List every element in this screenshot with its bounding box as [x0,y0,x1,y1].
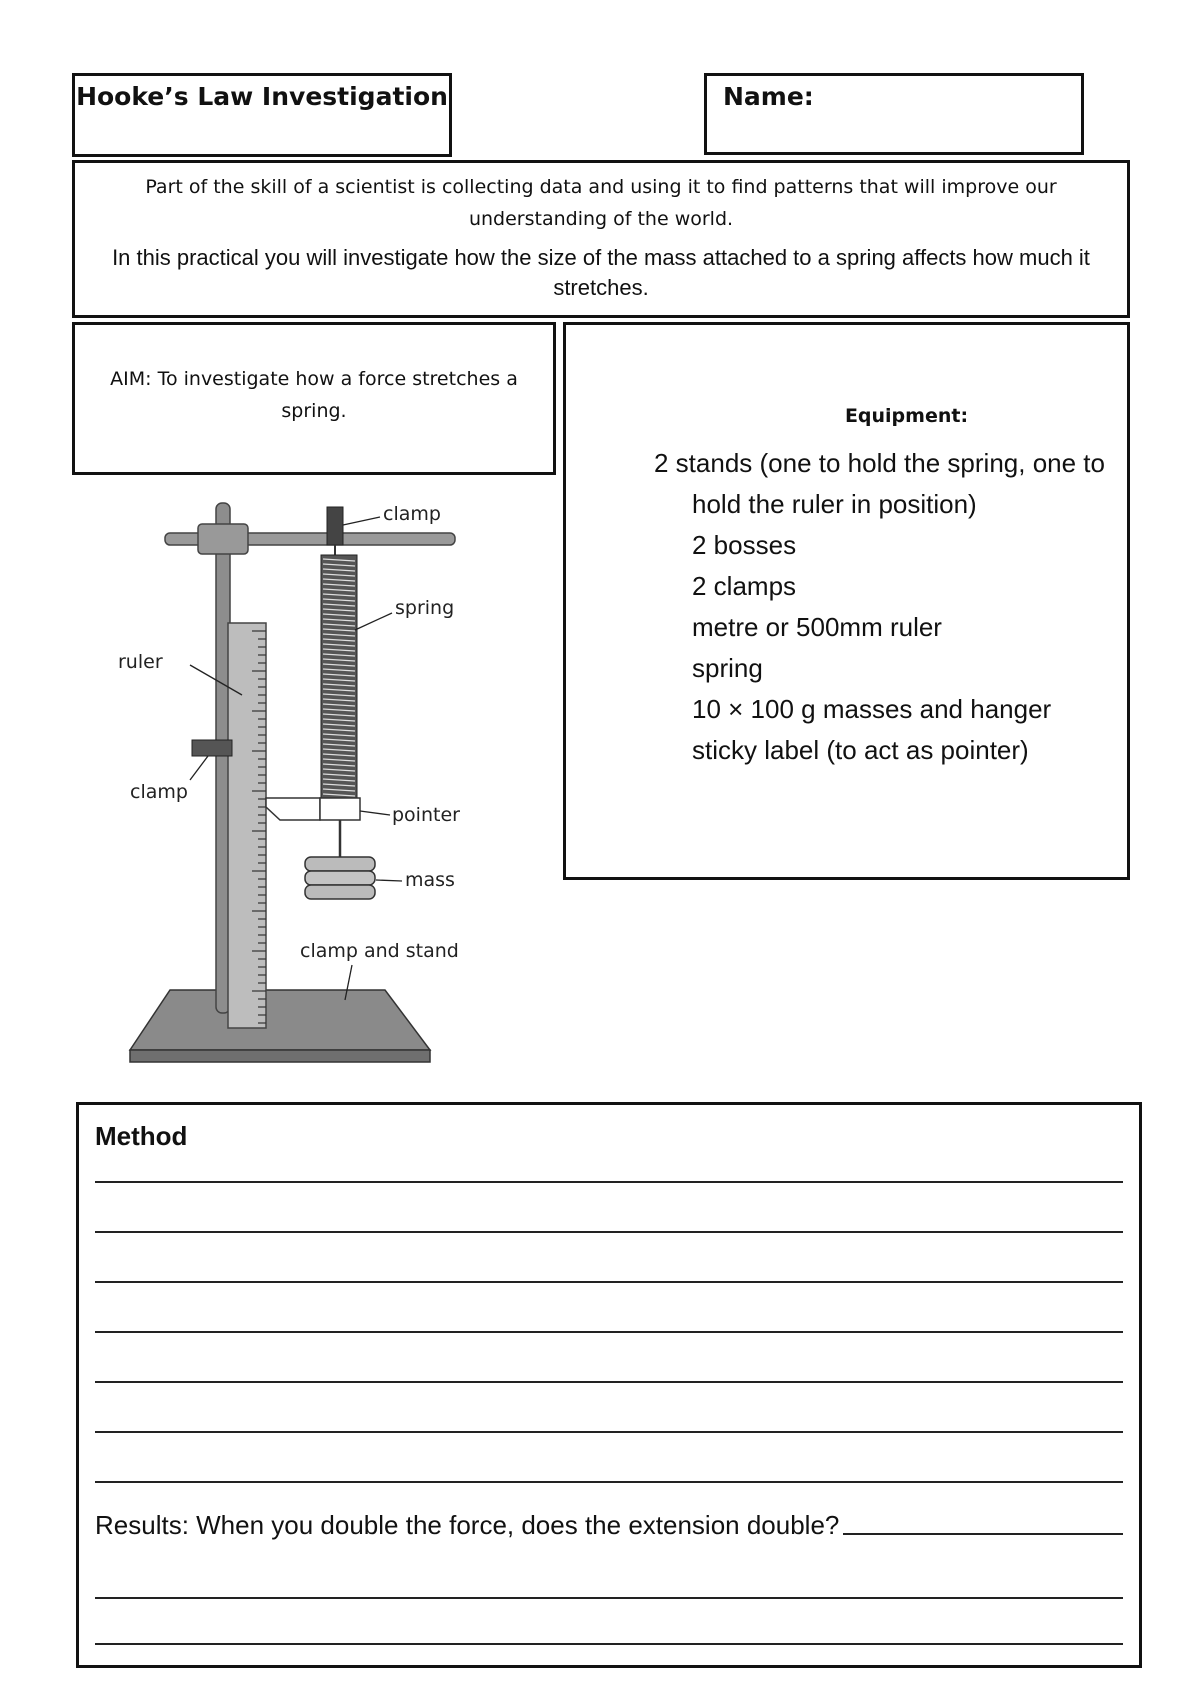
method-answer-line[interactable] [95,1233,1123,1283]
method-answer-line[interactable] [95,1283,1123,1333]
method-title: Method [95,1121,188,1151]
label-clamp-side: clamp [130,781,188,803]
equipment-item: 2 stands (one to hold the spring, one to hold the ruler in position) [654,448,1105,519]
apparatus-diagram [118,495,470,1070]
intro-paragraph-1: Part of the skill of a scientist is collecting data and using it to find patterns that will improve our understanding of the world. [145,176,1057,230]
aim-text: AIM: To investigate how a force stretches a spring. [110,368,518,422]
method-answer-line[interactable] [95,1333,1123,1383]
label-spring: spring [395,597,455,619]
equipment-item: 2 clamps [692,571,797,601]
method-answer-line[interactable] [95,1183,1123,1233]
equipment-item: 10 × 100 g masses and hanger [692,694,1052,724]
method-answer-line[interactable] [95,1153,1123,1183]
boss [198,524,248,554]
equipment-item: sticky label (to act as pointer) [692,735,1029,765]
label-ruler: ruler [118,651,163,673]
label-pointer: pointer [392,804,460,826]
equipment-title: Equipment: [844,405,969,427]
equipment-item: 2 bosses [692,530,797,560]
mass-disc [305,885,375,899]
results-question: Results: When you double the force, does the extension double? [95,1510,840,1540]
method-answer-line[interactable] [95,1383,1123,1433]
intro-paragraph-2: In this practical you will investigate how the size of the mass attached to a spring affects how much it stretches. [112,245,1090,300]
pointer-collar [320,798,360,820]
label-clamp-top: clamp [383,503,441,525]
stand-base [130,990,430,1050]
aim-panel [72,322,556,475]
method-answer-line[interactable] [95,1433,1123,1483]
equipment-list [654,443,1117,771]
results-answer-line[interactable] [95,1541,1123,1599]
label-stand: clamp and stand [300,940,459,962]
side-clamp [192,740,232,756]
mass-disc [305,871,375,885]
equipment-item: metre or 500mm ruler [692,612,942,642]
equipment-panel [563,322,1130,880]
stand-base-edge [130,1050,430,1062]
intro-panel [72,160,1130,318]
results-answer-blank[interactable] [843,1533,1123,1535]
mass-disc [305,857,375,871]
name-field[interactable] [704,73,1084,155]
label-mass: mass [405,869,455,891]
method-panel [76,1102,1142,1668]
results-answer-line[interactable] [95,1599,1123,1645]
worksheet-title: Hooke’s Law Investigation [72,73,452,157]
name-label: Name: [723,82,814,111]
equipment-item: spring [692,653,763,683]
pointer-label [266,798,320,820]
results-question-row [95,1483,1123,1541]
top-clamp [327,507,343,545]
